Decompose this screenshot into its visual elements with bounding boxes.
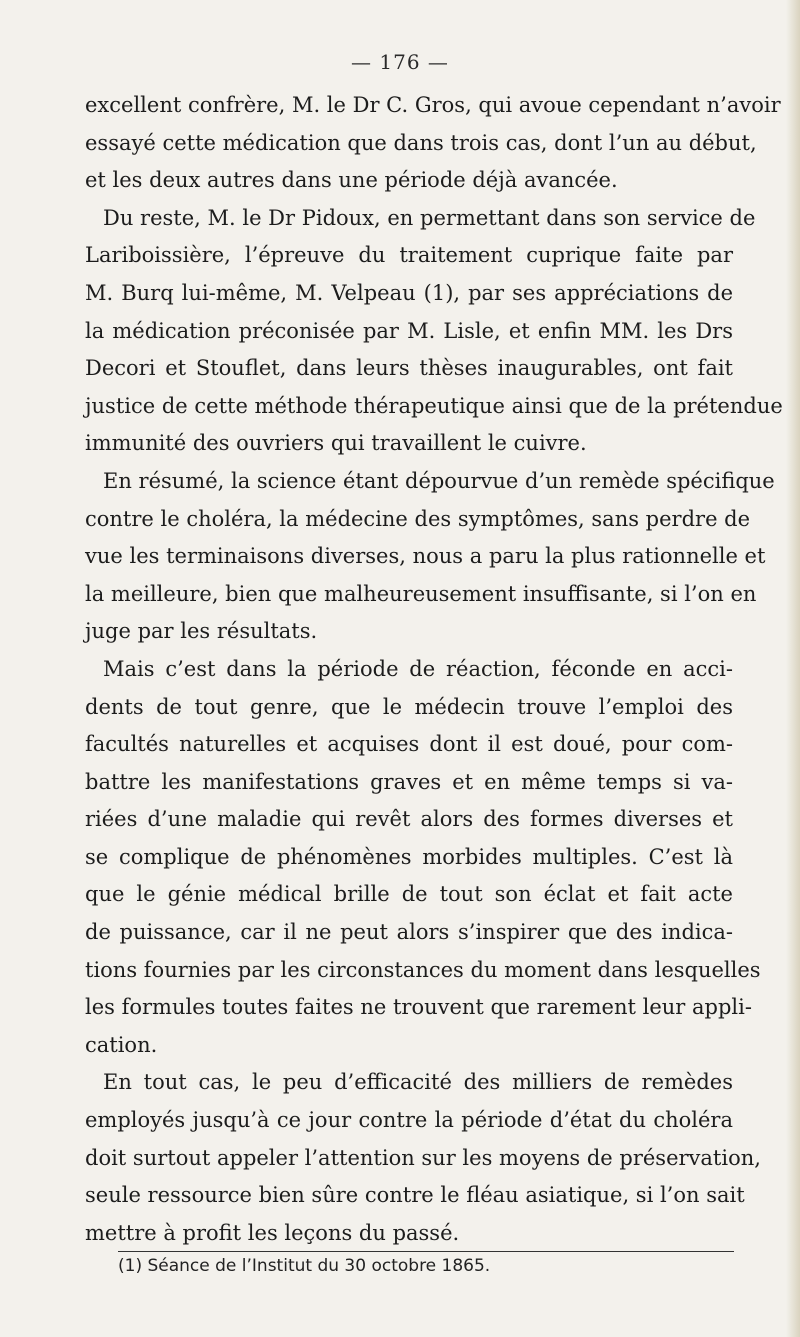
footnote-divider bbox=[118, 1251, 734, 1252]
footnote: (1) Séance de l’Institut du 30 octobre 1865. bbox=[118, 1256, 491, 1276]
text-line: riées d’une maladie qui revêt alors des formes diverses et bbox=[85, 807, 733, 832]
text-line: justice de cette méthode thérapeutique ainsi que de la prétendue bbox=[85, 393, 783, 418]
text-line: Du reste, M. le Dr Pidoux, en permettant dans son service de bbox=[103, 205, 756, 230]
text-line: doit surtout appeler l’attention sur les moyens de préservation, bbox=[85, 1145, 761, 1170]
text-line: juge par les résultats. bbox=[85, 619, 318, 644]
text-line: Mais c’est dans la période de réaction, féconde en acci- bbox=[103, 656, 733, 681]
text-line: se complique de phénomènes morbides multiples. C’est là bbox=[85, 844, 733, 869]
text-line: battre les manifestations graves et en même temps si va- bbox=[85, 769, 733, 794]
text-line: dents de tout genre, que le médecin trouve l’emploi des bbox=[85, 694, 733, 719]
text-line: seule ressource bien sûre contre le fléau asiatique, si l’on sait bbox=[85, 1183, 745, 1208]
text-line: de puissance, car il ne peut alors s’inspirer que des indica- bbox=[85, 920, 733, 945]
page-edge-shadow bbox=[786, 0, 800, 1337]
text-line: vue les terminaisons diverses, nous a paru la plus rationnelle et bbox=[85, 544, 766, 569]
text-line: tions fournies par les circonstances du moment dans lesquelles bbox=[85, 957, 761, 982]
text-line: la meilleure, bien que malheureusement insuffisante, si l’on en bbox=[85, 581, 757, 606]
body-text bbox=[85, 87, 783, 1252]
text-line: En tout cas, le peu d’efficacité des milliers de remèdes bbox=[103, 1070, 733, 1095]
text-line: que le génie médical brille de tout son éclat et fait acte bbox=[85, 882, 733, 907]
page-number: — 176 — bbox=[351, 50, 449, 74]
text-line: Decori et Stouflet, dans leurs thèses inaugurables, ont fait bbox=[85, 356, 733, 381]
text-line: immunité des ouvriers qui travaillent le cuivre. bbox=[85, 431, 587, 456]
text-line: facultés naturelles et acquises dont il est doué, pour com- bbox=[85, 732, 733, 757]
text-line: mettre à profit les leçons du passé. bbox=[85, 1220, 460, 1245]
text-line: la médication préconisée par M. Lisle, et enfin MM. les Drs bbox=[85, 318, 733, 343]
text-line: Lariboissière, l’épreuve du traitement cuprique faite par bbox=[85, 243, 733, 268]
text-line: En résumé, la science étant dépourvue d’un remède spécifique bbox=[103, 468, 775, 493]
text-line: cation. bbox=[85, 1032, 158, 1057]
text-line: les formules toutes faites ne trouvent que rarement leur appli- bbox=[85, 995, 752, 1020]
text-line: excellent confrère, M. le Dr C. Gros, qui avoue cependant n’avoir bbox=[85, 93, 781, 117]
text-line: M. Burq lui-même, M. Velpeau (1), par ses appréciations de bbox=[85, 280, 733, 305]
text-line: contre le choléra, la médecine des symptômes, sans perdre de bbox=[85, 506, 751, 531]
text-line: essayé cette médication que dans trois cas, dont l’un au début, bbox=[85, 130, 757, 155]
text-line: employés jusqu’à ce jour contre la période d’état du choléra bbox=[85, 1108, 733, 1133]
text-line: et les deux autres dans une période déjà avancée. bbox=[85, 168, 618, 193]
